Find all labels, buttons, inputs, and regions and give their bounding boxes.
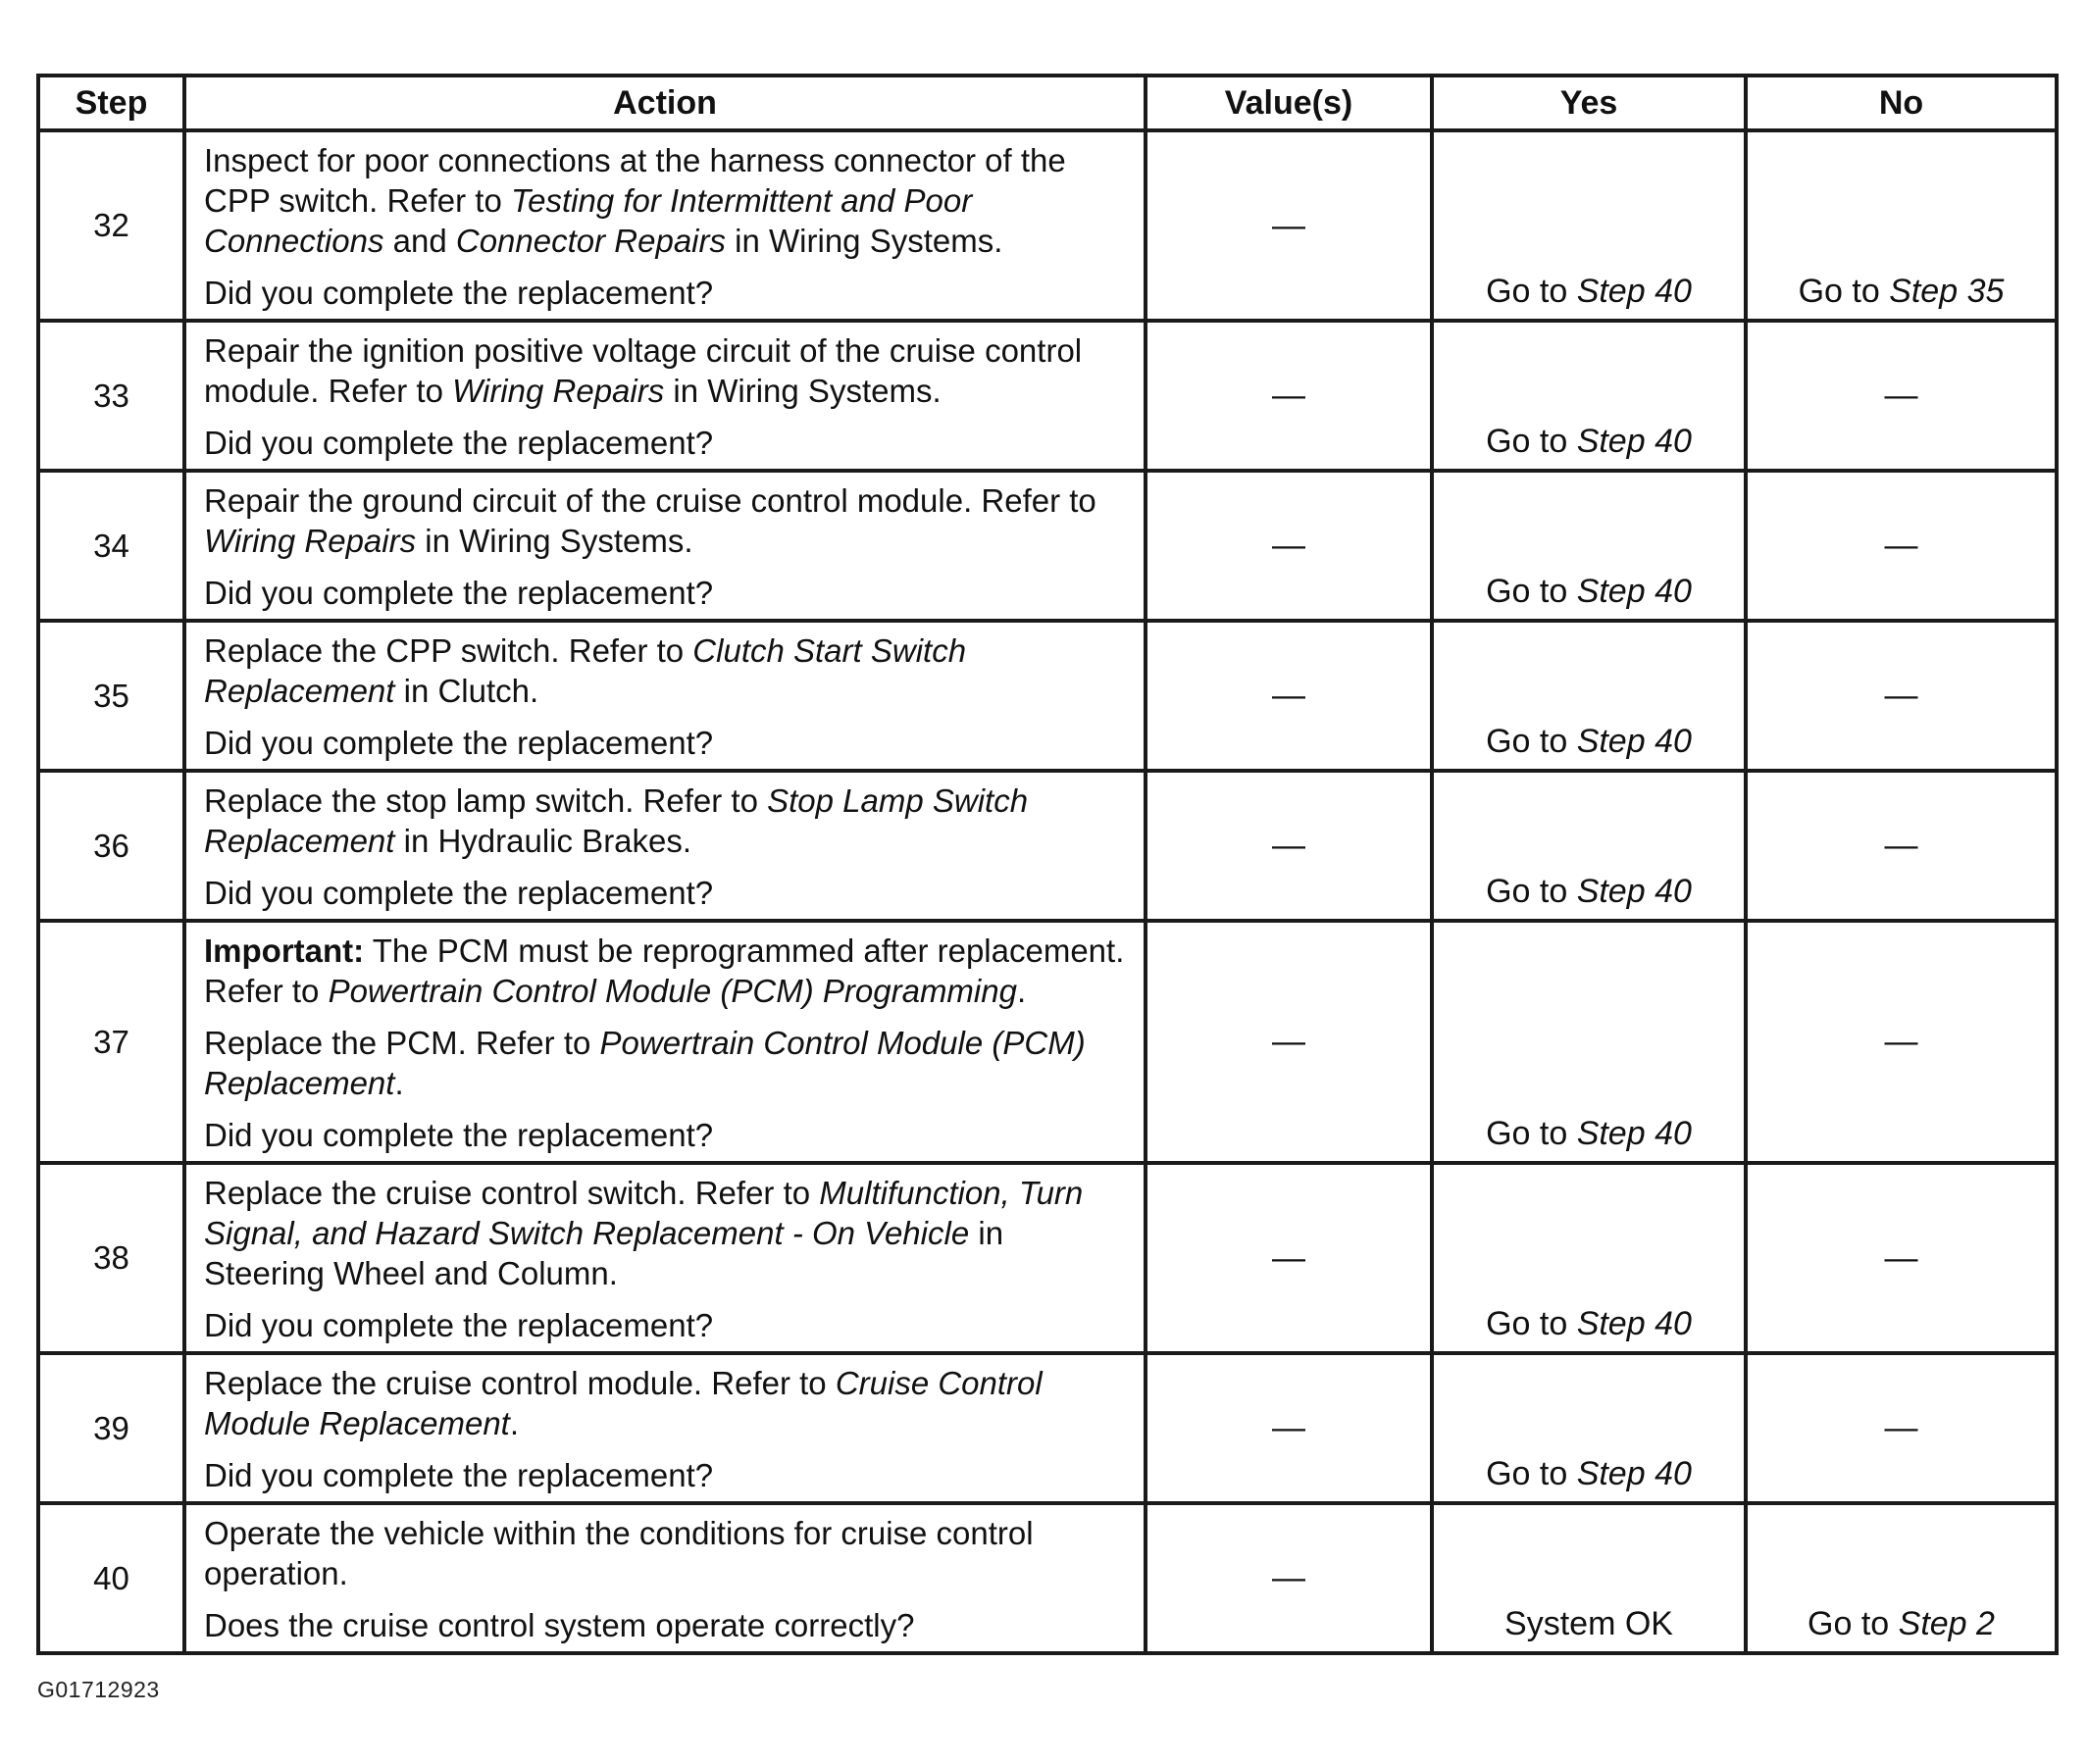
header-row: [38, 76, 2057, 130]
action-text: Operate the vehicle within the conditions for cruise control operation.: [204, 1515, 1034, 1591]
step-number: 32: [38, 130, 184, 321]
step-number: 38: [38, 1163, 184, 1353]
document-reference: Powertrain Control Module (PCM) Replacement: [204, 1025, 1086, 1101]
action-paragraph: [204, 723, 1132, 763]
yes-link-prefix: Go to: [1486, 423, 1577, 460]
action-text: The PCM must be reprogrammed after replacement. Refer to: [204, 932, 1125, 1009]
action-paragraph: [204, 1605, 1132, 1645]
action-paragraph: [204, 573, 1132, 613]
action-paragraph: [204, 1455, 1132, 1495]
yes-cell: [1432, 921, 1746, 1163]
table-row: [38, 1503, 2057, 1653]
diagnostic-table: [36, 74, 2059, 1655]
action-text: in Wiring Systems.: [664, 373, 942, 409]
action-paragraph: [204, 1115, 1132, 1155]
yes-cell: [1432, 621, 1746, 771]
table-row: [38, 921, 2057, 1163]
yes-link: [1486, 1115, 1692, 1152]
action-text: in Wiring Systems.: [416, 523, 693, 559]
no-cell: [1746, 621, 2057, 771]
yes-link-prefix: Go to: [1486, 573, 1577, 610]
action-text: Replace the PCM. Refer to: [204, 1025, 600, 1061]
document-reference: Wiring Repairs: [452, 373, 665, 409]
action-text: Did you complete the replacement?: [204, 725, 714, 761]
yes-step-ref: Step 40: [1576, 573, 1692, 610]
action-text: Repair the ignition positive voltage circuit of the cruise control module. Refer to: [204, 332, 1083, 409]
values-cell: —: [1146, 621, 1432, 771]
yes-link-prefix: Go to: [1486, 723, 1577, 760]
action-paragraph: [204, 423, 1132, 463]
action-text: Did you complete the replacement?: [204, 1117, 714, 1153]
yes-step-ref: Step 40: [1576, 1115, 1692, 1152]
yes-step-ref: Step 40: [1576, 273, 1692, 310]
yes-cell: [1432, 321, 1746, 471]
table-body: [38, 130, 2057, 1653]
no-text: —: [1884, 377, 1918, 414]
step-number: 35: [38, 621, 184, 771]
step-number: 33: [38, 321, 184, 471]
yes-link: [1486, 723, 1692, 760]
yes-step-ref: Step 40: [1576, 723, 1692, 760]
table-row: [38, 771, 2057, 921]
no-cell: [1746, 921, 2057, 1163]
document-reference: Wiring Repairs: [204, 523, 417, 559]
values-cell: —: [1146, 321, 1432, 471]
values-cell: —: [1146, 130, 1432, 321]
no-step-ref: Step 35: [1889, 273, 2005, 310]
header-action: Action: [184, 76, 1146, 130]
step-number: 34: [38, 471, 184, 621]
action-paragraph: [204, 1513, 1132, 1593]
yes-link-prefix: Go to: [1486, 273, 1577, 310]
no-cell: [1746, 130, 2057, 321]
yes-link: [1486, 273, 1692, 310]
document-reference: Stop Lamp Switch Replacement: [204, 782, 1029, 859]
step-number: 40: [38, 1503, 184, 1653]
action-paragraph: [204, 330, 1132, 411]
action-paragraph: [204, 873, 1132, 913]
yes-text: System OK: [1504, 1605, 1673, 1642]
action-paragraph: [204, 480, 1132, 561]
action-paragraph: [204, 273, 1132, 313]
no-text: —: [1884, 1023, 1918, 1060]
no-text: —: [1884, 1238, 1918, 1277]
action-paragraph: [204, 781, 1132, 861]
values-cell: —: [1146, 471, 1432, 621]
action-text: Replace the cruise control module. Refer to: [204, 1365, 836, 1401]
yes-link-prefix: Go to: [1486, 1305, 1577, 1342]
action-text: Replace the stop lamp switch. Refer to: [204, 782, 768, 819]
action-text: .: [509, 1405, 520, 1441]
action-cell: [184, 321, 1146, 471]
document-reference: Powertrain Control Module (PCM) Programming: [328, 973, 1017, 1009]
action-text: .: [394, 1065, 404, 1101]
action-text: Did you complete the replacement?: [204, 875, 714, 911]
no-link: [1799, 273, 2005, 310]
values-cell: —: [1146, 771, 1432, 921]
table-row: [38, 1353, 2057, 1503]
yes-cell: [1432, 130, 1746, 321]
document-reference: Cruise Control Module Replacement: [204, 1365, 1043, 1441]
header-no: No: [1746, 76, 2057, 130]
action-text: and: [383, 223, 456, 259]
yes-step-ref: Step 40: [1576, 873, 1692, 910]
action-paragraph: [204, 1363, 1132, 1443]
no-step-ref: Step 2: [1898, 1605, 1995, 1642]
action-cell: [184, 621, 1146, 771]
yes-step-ref: Step 40: [1576, 1305, 1692, 1342]
action-text: in Hydraulic Brakes.: [394, 823, 692, 859]
yes-link: [1486, 1455, 1692, 1492]
no-cell: [1746, 771, 2057, 921]
step-number: 36: [38, 771, 184, 921]
document-reference: Connector Repairs: [455, 223, 726, 259]
yes-link: [1486, 423, 1692, 460]
action-text: .: [1016, 973, 1027, 1009]
yes-link: [1486, 873, 1692, 910]
yes-link: [1486, 573, 1692, 610]
action-text: in Wiring Systems.: [726, 223, 1003, 259]
yes-step-ref: Step 40: [1576, 423, 1692, 460]
no-cell: [1746, 1503, 2057, 1653]
action-cell: [184, 471, 1146, 621]
action-text: Did you complete the replacement?: [204, 575, 714, 611]
action-text: Did you complete the replacement?: [204, 1457, 714, 1493]
action-text: Inspect for poor connections at the harness connector of the CPP switch. Refer to: [204, 142, 1066, 219]
yes-cell: [1432, 471, 1746, 621]
action-text: Did you complete the replacement?: [204, 1307, 714, 1343]
action-paragraph: [204, 1305, 1132, 1345]
document-reference: Testing for Intermittent and Poor Connections: [204, 182, 973, 259]
header-yes: Yes: [1432, 76, 1746, 130]
action-cell: [184, 771, 1146, 921]
action-cell: [184, 1503, 1146, 1653]
step-number: 39: [38, 1353, 184, 1503]
no-cell: [1746, 1353, 2057, 1503]
action-text: Replace the CPP switch. Refer to: [204, 632, 693, 669]
action-text: Did you complete the replacement?: [204, 425, 714, 461]
action-text: in Steering Wheel and Column.: [204, 1215, 1004, 1291]
action-paragraph: [204, 630, 1132, 711]
action-text: Did you complete the replacement?: [204, 275, 714, 311]
header-values: Value(s): [1146, 76, 1432, 130]
action-text: in Clutch.: [394, 673, 539, 709]
no-cell: [1746, 321, 2057, 471]
action-cell: [184, 130, 1146, 321]
no-link: [1808, 1605, 1995, 1642]
table-row: [38, 130, 2057, 321]
action-text: Does the cruise control system operate correctly?: [204, 1607, 915, 1643]
no-cell: [1746, 1163, 2057, 1353]
yes-link-prefix: Go to: [1486, 873, 1577, 910]
no-text: —: [1884, 827, 1918, 864]
action-cell: [184, 921, 1146, 1163]
yes-cell: [1432, 1353, 1746, 1503]
no-link-prefix: Go to: [1798, 273, 1890, 310]
document-reference: Multifunction, Turn Signal, and Hazard Switch Replacement - On Vehicle: [204, 1175, 1084, 1251]
no-text: —: [1884, 527, 1918, 564]
table-row: [38, 1163, 2057, 1353]
values-cell: —: [1146, 1503, 1432, 1653]
yes-link-prefix: Go to: [1486, 1115, 1577, 1152]
table-row: [38, 621, 2057, 771]
action-paragraph: [204, 1023, 1132, 1103]
table-row: [38, 321, 2057, 471]
yes-step-ref: Step 40: [1576, 1455, 1692, 1492]
yes-cell: [1432, 1163, 1746, 1353]
yes-cell: [1432, 771, 1746, 921]
yes-link: [1486, 1305, 1692, 1342]
action-paragraph: [204, 1173, 1132, 1293]
action-paragraph: [204, 140, 1132, 261]
document-reference: Clutch Start Switch Replacement: [204, 632, 967, 709]
values-cell: —: [1146, 1163, 1432, 1353]
no-cell: [1746, 471, 2057, 621]
no-link-prefix: Go to: [1808, 1605, 1899, 1642]
yes-cell: [1432, 1503, 1746, 1653]
no-text: —: [1884, 677, 1918, 714]
figure-id: G01712923: [37, 1677, 160, 1702]
important-label: Important:: [204, 932, 365, 969]
action-text: Repair the ground circuit of the cruise control module. Refer to: [204, 482, 1096, 519]
step-number: 37: [38, 921, 184, 1163]
values-cell: —: [1146, 921, 1432, 1163]
action-paragraph: [204, 931, 1132, 1011]
no-text: —: [1884, 1409, 1918, 1446]
header-step: Step: [38, 76, 184, 130]
action-cell: [184, 1163, 1146, 1353]
table-row: [38, 471, 2057, 621]
values-cell: —: [1146, 1353, 1432, 1503]
action-text: Replace the cruise control switch. Refer to: [204, 1175, 820, 1211]
yes-link-prefix: Go to: [1486, 1455, 1577, 1492]
action-cell: [184, 1353, 1146, 1503]
